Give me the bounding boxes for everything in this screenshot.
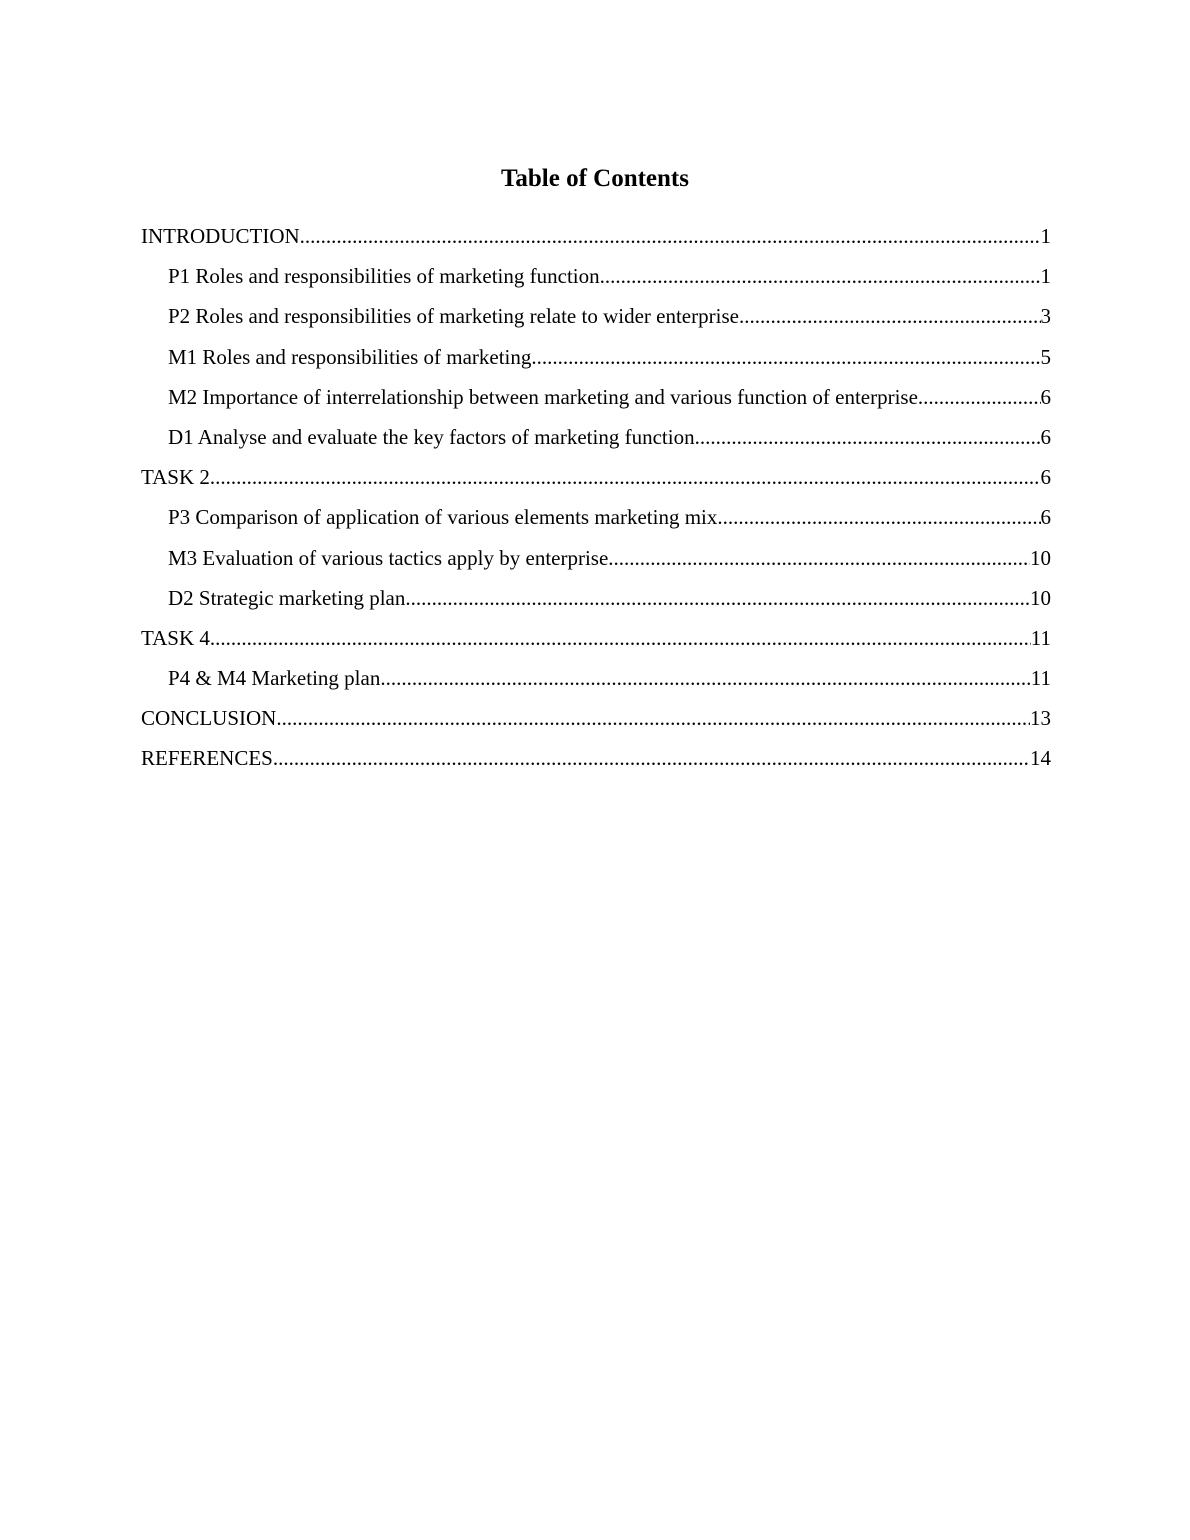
toc-page-number: 6 (1040, 505, 1051, 530)
toc-entry-label: D2 Strategic marketing plan (168, 585, 406, 610)
toc-entry-label: TASK 2 (141, 465, 210, 490)
toc-dot-leader (608, 538, 1030, 578)
toc-page-number: 10 (1030, 545, 1051, 570)
toc-entry-label: M3 Evaluation of various tactics apply by enterprise (168, 545, 609, 570)
toc-page-number: 1 (1040, 264, 1051, 289)
toc-page-number: 6 (1040, 384, 1051, 409)
toc-dot-leader (695, 417, 1041, 457)
toc-page-number: 3 (1040, 304, 1051, 329)
toc-entry-references[interactable] (141, 738, 1051, 778)
toc-dot-leader (273, 738, 1030, 778)
toc-dot-leader (210, 618, 1031, 658)
toc-entry-label: INTRODUCTION (141, 224, 300, 248)
toc-dot-leader (600, 256, 1041, 296)
toc-entry-p2[interactable] (141, 296, 1051, 336)
toc-page-number: 11 (1030, 625, 1051, 650)
toc-entry-label: P2 Roles and responsibilities of marketing relate to wider enterprise (168, 304, 739, 329)
toc-entry-m3[interactable] (141, 538, 1051, 578)
toc-entry-label: P1 Roles and responsibilities of marketing function (168, 264, 600, 289)
toc-page-number: 14 (1030, 746, 1051, 771)
toc-entry-label: M2 Importance of interrelationship between marketing and various function of enterprise (168, 384, 918, 409)
toc-dot-leader (717, 497, 1040, 537)
toc-page-number: 1 (1040, 224, 1051, 248)
toc-entry-label: D1 Analyse and evaluate the key factors of marketing function (168, 424, 695, 449)
toc-entry-task-2[interactable] (141, 457, 1051, 497)
toc-entry-m2[interactable] (141, 377, 1051, 417)
toc-entry-task-4[interactable] (141, 618, 1051, 658)
toc-page-number: 11 (1030, 666, 1051, 691)
page-title: Table of Contents (501, 165, 689, 192)
toc-dot-leader (918, 377, 1041, 417)
toc-entry-conclusion[interactable] (141, 698, 1051, 738)
toc-dot-leader (531, 337, 1040, 377)
toc-dot-leader (276, 698, 1030, 738)
toc-entry-label: M1 Roles and responsibilities of marketing (168, 344, 532, 369)
toc-page-number: 6 (1040, 424, 1051, 449)
toc-dot-leader (739, 296, 1041, 336)
toc-entry-introduction[interactable] (141, 216, 1051, 256)
toc-entry-label: P4 & M4 Marketing plan (168, 666, 381, 691)
toc-entry-label: P3 Comparison of application of various elements marketing mix (168, 505, 718, 530)
toc-entry-label: TASK 4 (141, 625, 210, 650)
toc-page-number: 13 (1030, 706, 1051, 731)
table-of-contents (141, 216, 1051, 779)
toc-entry-p3[interactable] (141, 497, 1051, 537)
toc-entry-label: CONCLUSION (141, 706, 277, 731)
toc-page-number: 5 (1040, 344, 1051, 369)
toc-page-number: 6 (1040, 465, 1051, 490)
toc-dot-leader (380, 658, 1030, 698)
toc-entry-d1[interactable] (141, 417, 1051, 457)
toc-entry-p1[interactable] (141, 256, 1051, 296)
toc-entry-m1[interactable] (141, 337, 1051, 377)
toc-entry-d2[interactable] (141, 578, 1051, 618)
toc-dot-leader (405, 578, 1030, 618)
toc-page-number: 10 (1030, 585, 1051, 610)
toc-entry-label: REFERENCES (141, 746, 273, 771)
toc-dot-leader (300, 216, 1041, 256)
toc-entry-p4-m4[interactable] (141, 658, 1051, 698)
toc-dot-leader (210, 457, 1041, 497)
